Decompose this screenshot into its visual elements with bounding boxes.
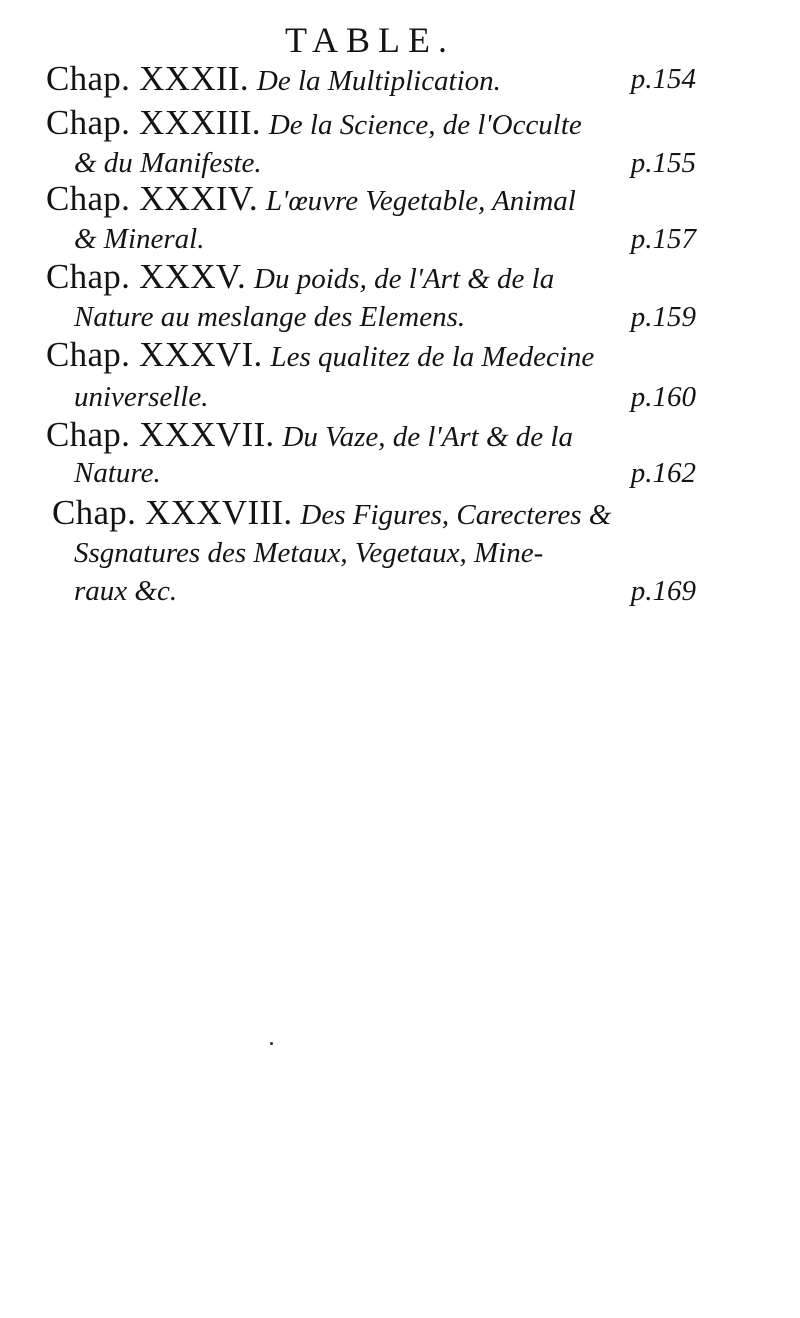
page-header: TABLE. (284, 20, 456, 60)
chapter-number: Chap. XXXVII. (46, 415, 275, 454)
chapter-title-continued: universelle. (74, 381, 209, 413)
chapter-title: Du poids, de l'Art & de la (254, 263, 555, 295)
chapter-title: Du Vaze, de l'Art & de la (282, 421, 573, 453)
toc-entry-line (46, 102, 696, 144)
page-reference: p.160 (630, 381, 696, 413)
chapter-number: Chap. XXXVIII. (52, 493, 293, 532)
page-reference: p.154 (630, 63, 696, 95)
page-reference: p.157 (630, 223, 696, 255)
toc-entry-continuation (74, 570, 696, 612)
chapter-title-continued: & du Manifeste. (74, 147, 262, 179)
toc-entry-line (46, 414, 696, 456)
chapter-title: L'œuvre Vegetable, Animal (265, 185, 576, 217)
ink-speck (270, 1042, 273, 1045)
page-reference: p.169 (630, 575, 696, 607)
chapter-number: Chap. XXXVI. (46, 335, 263, 374)
chapter-number: Chap. XXXIII. (46, 103, 261, 142)
toc-entry-line (46, 334, 696, 376)
chapter-title-continued: raux &c. (74, 575, 178, 607)
chapter-number: Chap. XXXIV. (46, 179, 258, 218)
chapter-title-continued: Ssgnatures des Metaux, Vegetaux, Mine- (74, 537, 544, 569)
page-reference: p.159 (630, 301, 696, 333)
page-reference: p.155 (630, 147, 696, 179)
toc-entry-line (46, 256, 696, 298)
chapter-title: Des Figures, Carecteres & (300, 499, 612, 531)
toc-entry-continuation (74, 532, 696, 574)
chapter-title-continued: Nature. (74, 457, 161, 489)
chapter-title-continued: & Mineral. (74, 223, 205, 255)
toc-entry-line (46, 58, 696, 100)
toc-entry-continuation (74, 218, 696, 260)
toc-entry-continuation (74, 296, 696, 338)
toc-entry-line (52, 492, 696, 534)
table-of-contents (0, 0, 800, 620)
chapter-number: Chap. XXXII. (46, 59, 249, 98)
toc-entry-continuation (74, 376, 696, 418)
chapter-number: Chap. XXXV. (46, 257, 247, 296)
chapter-title: Les qualitez de la Medecine (270, 341, 595, 373)
toc-entry-line (46, 178, 696, 220)
chapter-title: De la Science, de l'Occulte (268, 109, 582, 141)
chapter-title-continued: Nature au meslange des Elemens. (74, 301, 466, 333)
toc-entry-continuation (74, 452, 696, 494)
chapter-title: De la Multiplication. (256, 65, 501, 97)
page-reference: p.162 (630, 457, 696, 489)
